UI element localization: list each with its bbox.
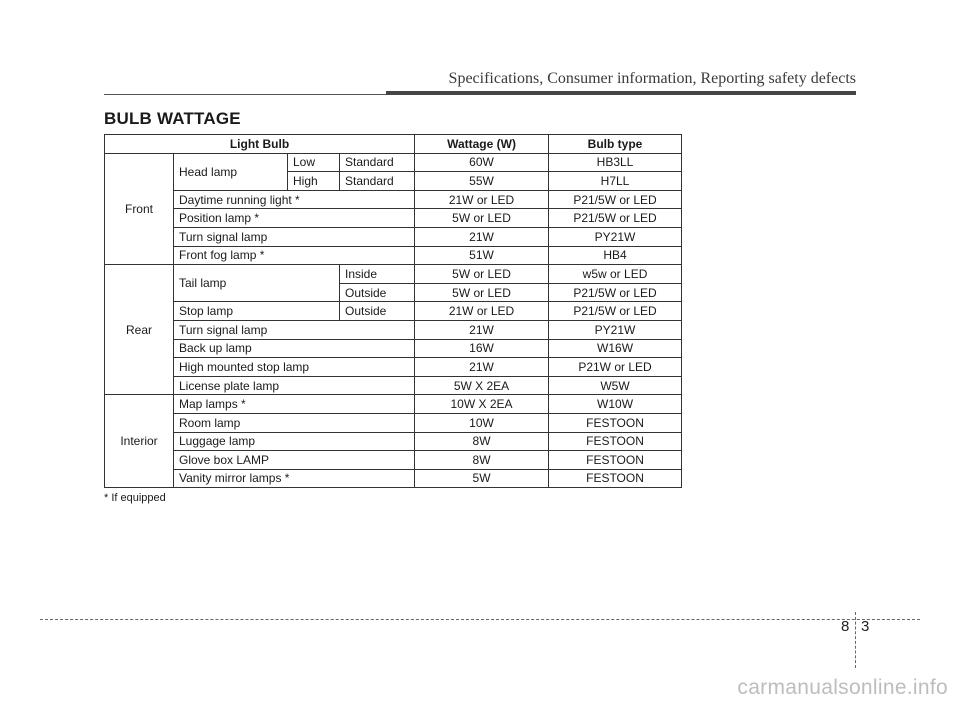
cell-bulb-type: P21W or LED	[549, 358, 682, 377]
footnote: * If equipped	[104, 492, 166, 504]
table-row	[105, 451, 682, 470]
cell-bulb-type: HB3LL	[549, 153, 682, 172]
cell-bulb-type: P21/5W or LED	[549, 302, 682, 321]
cell-light: Position lamp *	[174, 209, 415, 228]
table-row	[105, 395, 682, 414]
group-interior: Interior	[105, 395, 174, 488]
cell-light: License plate lamp	[174, 376, 415, 395]
group-front: Front	[105, 153, 174, 265]
cell-head-lamp: Head lamp	[174, 153, 288, 190]
cell-light: High mounted stop lamp	[174, 358, 415, 377]
cell-wattage: 55W	[415, 172, 549, 191]
table-row	[105, 358, 682, 377]
cell-bulb-type: FESTOON	[549, 432, 682, 451]
cell-wattage: 8W	[415, 451, 549, 470]
footer-rule	[40, 619, 920, 620]
table-row	[105, 227, 682, 246]
cell-wattage: 60W	[415, 153, 549, 172]
table-row	[105, 246, 682, 265]
watermark: carmanualsonline.info	[737, 676, 948, 699]
cell-wattage: 10W	[415, 413, 549, 432]
col-header-bulb-type: Bulb type	[549, 135, 682, 154]
cell-wattage: 21W	[415, 227, 549, 246]
page-number-divider	[855, 612, 856, 668]
cell-bulb-type: H7LL	[549, 172, 682, 191]
cell-light: Turn signal lamp	[174, 320, 415, 339]
cell-low: Low	[288, 153, 340, 172]
table-row	[105, 153, 682, 172]
cell-wattage: 5W X 2EA	[415, 376, 549, 395]
page-number: 3	[861, 618, 870, 635]
table-row	[105, 376, 682, 395]
cell-bulb-type: HB4	[549, 246, 682, 265]
cell-light: Back up lamp	[174, 339, 415, 358]
table-header-row	[105, 135, 682, 154]
cell-bulb-type: P21/5W or LED	[549, 209, 682, 228]
cell-light: Vanity mirror lamps *	[174, 469, 415, 488]
cell-bulb-type: FESTOON	[549, 469, 682, 488]
header-rule	[104, 94, 386, 95]
page-chapter: 8	[841, 618, 850, 635]
col-header-wattage: Wattage (W)	[415, 135, 549, 154]
cell-inside: Inside	[340, 265, 415, 284]
cell-light: Daytime running light *	[174, 190, 415, 209]
cell-wattage: 5W or LED	[415, 265, 549, 284]
cell-wattage: 51W	[415, 246, 549, 265]
cell-light: Room lamp	[174, 413, 415, 432]
cell-bulb-type: PY21W	[549, 320, 682, 339]
cell-wattage: 8W	[415, 432, 549, 451]
cell-light: Luggage lamp	[174, 432, 415, 451]
table-row	[105, 302, 682, 321]
cell-light: Map lamps *	[174, 395, 415, 414]
table-row	[105, 190, 682, 209]
cell-wattage: 5W or LED	[415, 209, 549, 228]
col-header-light-bulb: Light Bulb	[105, 135, 415, 154]
cell-wattage: 5W or LED	[415, 283, 549, 302]
bulb-wattage-table	[104, 134, 682, 488]
table-row	[105, 209, 682, 228]
cell-bulb-type: FESTOON	[549, 451, 682, 470]
cell-standard: Standard	[340, 172, 415, 191]
cell-wattage: 21W	[415, 320, 549, 339]
cell-bulb-type: W5W	[549, 376, 682, 395]
table-row	[105, 320, 682, 339]
cell-bulb-type: PY21W	[549, 227, 682, 246]
cell-wattage: 21W	[415, 358, 549, 377]
cell-standard: Standard	[340, 153, 415, 172]
cell-light: Front fog lamp *	[174, 246, 415, 265]
header-rule-bold	[386, 91, 856, 95]
cell-bulb-type: W10W	[549, 395, 682, 414]
cell-wattage: 16W	[415, 339, 549, 358]
cell-light: Turn signal lamp	[174, 227, 415, 246]
cell-outside: Outside	[340, 283, 415, 302]
cell-outside: Outside	[340, 302, 415, 321]
cell-wattage: 21W or LED	[415, 190, 549, 209]
page-header-title: Specifications, Consumer information, Reporting safety defects	[448, 70, 856, 87]
table-row	[105, 413, 682, 432]
table-row	[105, 469, 682, 488]
cell-wattage: 21W or LED	[415, 302, 549, 321]
cell-bulb-type: P21/5W or LED	[549, 190, 682, 209]
cell-wattage: 10W X 2EA	[415, 395, 549, 414]
section-title: BULB WATTAGE	[104, 109, 241, 128]
cell-bulb-type: W16W	[549, 339, 682, 358]
cell-light: Glove box LAMP	[174, 451, 415, 470]
table-row	[105, 339, 682, 358]
cell-tail-lamp: Tail lamp	[174, 265, 340, 302]
cell-high: High	[288, 172, 340, 191]
cell-bulb-type: w5w or LED	[549, 265, 682, 284]
cell-wattage: 5W	[415, 469, 549, 488]
table-row	[105, 265, 682, 284]
cell-stop-lamp: Stop lamp	[174, 302, 340, 321]
cell-bulb-type: FESTOON	[549, 413, 682, 432]
table-row	[105, 432, 682, 451]
cell-bulb-type: P21/5W or LED	[549, 283, 682, 302]
group-rear: Rear	[105, 265, 174, 395]
